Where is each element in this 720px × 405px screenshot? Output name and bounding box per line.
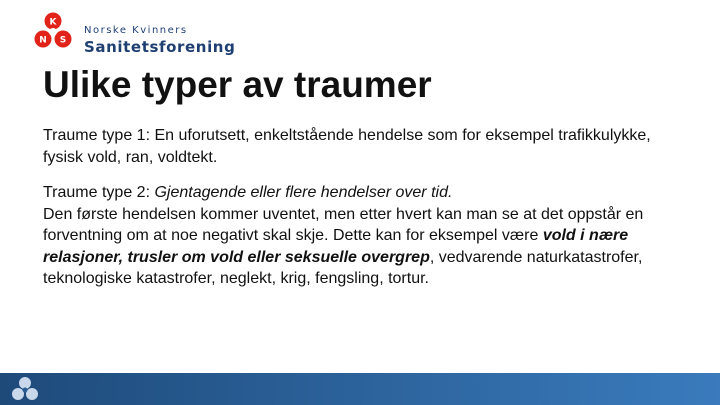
trauma-type2-emphasis: vold i nære relasjoner, trusler om vold eller seksuelle overgrep bbox=[43, 227, 629, 266]
trauma-type2-lead: Gjentagende eller flere hendelser over tid. bbox=[154, 184, 453, 201]
trauma-type2-label: Traume type 2 bbox=[43, 184, 146, 201]
slide-title: Ulike typer av traumer bbox=[43, 64, 432, 105]
trauma-type2-separator: : bbox=[145, 184, 155, 201]
footer-bar bbox=[0, 373, 720, 405]
trauma-type1-text: En uforutsett, enkeltstående hendelse som for eksempel trafikkulykke, fysisk vold, ran, voldtekt. bbox=[43, 127, 651, 166]
slide-body bbox=[43, 125, 693, 290]
trauma-type2-text-after: , vedvarende naturkatastrofer, teknologiske katastrofer, neglekt, krig, fengsling, tortur. bbox=[43, 248, 643, 287]
trauma-type1-paragraph bbox=[43, 125, 693, 168]
flower-logo-icon bbox=[30, 12, 76, 50]
trauma-type2-paragraph bbox=[43, 182, 693, 290]
logo-text-line2: Sanitetsforening bbox=[84, 38, 236, 56]
trauma-type2-text-before: Den første hendelsen kommer uventet, men etter hvert kan man se at det oppstår en forventning om at noe negativt skal skje. Dette kan for eksempel være bbox=[43, 205, 644, 244]
trauma-type1-label: Traume type 1 bbox=[43, 127, 146, 144]
footer-flower-icon bbox=[10, 376, 40, 402]
logo-letter-n: N bbox=[39, 35, 47, 46]
organization-logo bbox=[30, 12, 236, 56]
logo-letter-k: K bbox=[49, 17, 57, 28]
trauma-type1-separator: : bbox=[145, 127, 155, 144]
logo-letter-s: S bbox=[59, 35, 67, 46]
logo-text-line1: Norske Kvinners bbox=[84, 25, 188, 36]
